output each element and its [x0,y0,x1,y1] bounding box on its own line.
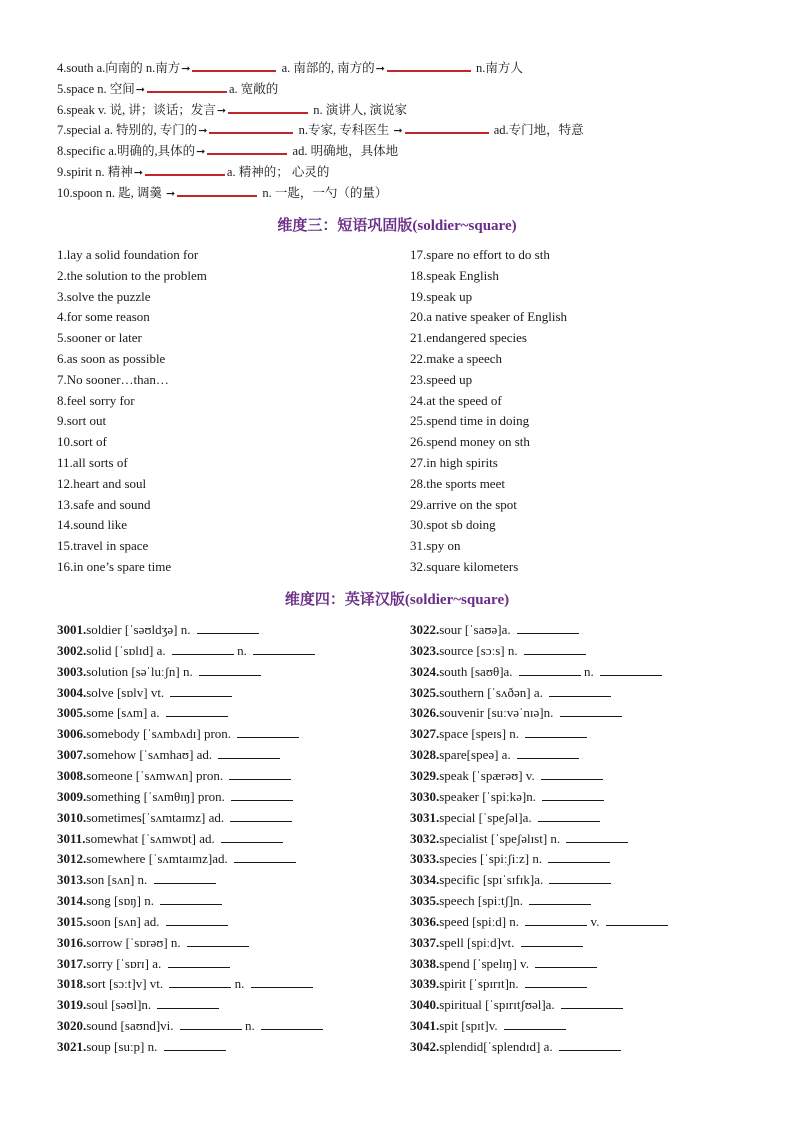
vocab-item [410,664,662,680]
answer-blank[interactable] [538,811,600,822]
word-formation-stem: 4.south a.向南的 n.南方 [57,61,181,75]
vocab-entry: solution [səˈluːʃn] n. [86,663,197,679]
vocab-number: 3027. [410,726,440,742]
vocab-item [410,810,600,826]
vocab-entry: splendid[ˈsplendɪd] a. [439,1039,556,1054]
answer-blank[interactable] [548,852,610,863]
answer-blank[interactable] [549,873,611,884]
phrase-item: 24.at the speed of [410,392,502,408]
vocab-entry: soon [sʌn] ad. [86,913,163,929]
vocab-number: 3010. [57,809,87,825]
phrase-item: 9.sort out [57,413,107,429]
vocab-number: 3022. [410,622,440,637]
phrase-item: 32.square kilometers [410,559,519,574]
answer-blank[interactable] [535,957,597,968]
answer-blank[interactable] [192,62,276,72]
vocab-number: 3015. [57,913,87,929]
word-formation-derivative: a. 精神的； 心灵的 [226,165,330,179]
answer-blank[interactable] [504,1019,566,1030]
vocab-entry: south [saʊθ]a. [439,663,516,679]
vocab-number: 3035. [410,893,440,909]
vocab-number: 3002. [57,642,87,658]
phrase-item: 10.sort of [57,434,107,450]
vocab-entry: souvenir [suːvəˈnɪə]n. [439,705,557,721]
section3-title-range: (soldier~square) [412,218,517,234]
vocab-entry: sort [sɔːt]v] vt. [86,976,167,992]
vocab-item [410,1018,566,1034]
vocab-item [410,789,604,805]
answer-blank[interactable] [157,998,219,1009]
vocab-entry: spiritual [ˈspɪrɪtʃʊəl]a. [439,997,558,1013]
vocab-entry: soldier [ˈsəʊldʒə] n. [86,622,194,637]
vocab-pos: n. [241,1018,259,1034]
vocab-item [57,685,232,701]
vocab-entry: sour [ˈsaʊə]a. [439,622,514,637]
answer-blank[interactable] [600,665,662,676]
vocab-number: 3033. [410,851,440,867]
answer-blank[interactable] [231,790,293,801]
vocab-entry: somewhere [ˈsʌmtaɪmz]ad. [86,851,232,867]
word-formation-derivative: a. 南部的, 南方的 [278,61,375,75]
phrase-item: 31.spy on [410,538,461,554]
phrase-item: 12.heart and soul [57,475,147,491]
vocab-number: 3016. [57,934,87,950]
word-formation-derivative: a. 宽敞的 [228,81,279,96]
vocab-item [410,768,603,784]
answer-blank[interactable] [237,727,299,738]
word-formation-derivative: n. 一匙，一勺（的量） [259,185,388,200]
phrase-item: 21.endangered species [410,330,527,346]
answer-blank[interactable] [521,936,583,947]
arrow-icon: ➞ [393,124,403,138]
vocab-entry: spirit [ˈspɪrɪt]n. [439,976,522,992]
word-formation-derivative: n.南方人 [472,61,523,75]
vocab-entry: spend [ˈspelɪŋ] v. [439,955,533,971]
vocab-item [410,685,611,701]
answer-blank[interactable] [169,977,231,988]
vocab-entry: solve [sɒlv] vt. [86,684,168,700]
answer-blank[interactable] [164,1040,226,1051]
vocab-number: 3031. [410,809,440,825]
section4-title-range: (soldier~square) [404,592,510,608]
word-formation-stem: 9.spirit n. 精神 [57,165,133,179]
vocab-item [57,935,249,951]
vocab-entry: sorrow [ˈsɒrəʊ] n. [86,934,184,950]
vocab-entry: spell [spiːd]vt. [439,934,518,950]
vocab-entry: speed [spiːd] n. [439,913,523,929]
phrase-item: 6.as soon as possible [57,351,166,366]
vocab-item [57,768,291,784]
answer-blank[interactable] [209,124,293,134]
vocab-entry: sound [saʊnd]vi. [86,1018,177,1034]
vocab-item [410,872,611,888]
vocab-number: 3013. [57,872,87,888]
vocab-entry: speaker [ˈspiːkə]n. [439,788,540,804]
vocab-item [57,664,261,680]
arrow-icon: ➞ [135,82,145,96]
vocab-entry: sometimes[ˈsʌmtaɪmz] ad. [86,809,228,825]
word-formation-derivative: n.专家, 专科医生 [295,123,393,138]
answer-blank[interactable] [166,706,228,717]
vocab-item [57,705,228,721]
vocab-entry: species [ˈspiːʃiːz] n. [439,851,546,867]
answer-blank[interactable] [405,124,489,134]
arrow-icon: ➞ [166,186,176,200]
vocab-entry: spit [spɪt]v. [439,1018,501,1034]
vocab-number: 3040. [410,997,440,1013]
word-formation-derivative: ad.专门地，特意 [490,123,584,138]
answer-blank[interactable] [387,62,471,72]
answer-blank[interactable] [524,644,586,655]
vocab-entry: source [sɔːs] n. [439,642,521,658]
answer-blank[interactable] [519,665,581,676]
word-formation-line [57,143,757,160]
vocab-item [410,622,579,638]
vocab-number: 3037. [410,934,440,950]
vocab-entry: specialist [ˈspeʃəlɪst] n. [439,830,564,846]
phrase-item: 27.in high spirits [410,455,498,470]
phrase-item: 23.speed up [410,371,473,387]
answer-blank[interactable] [525,727,587,738]
vocab-item [57,747,280,763]
answer-blank[interactable] [187,936,249,947]
word-formation-line [57,122,757,139]
vocab-item [410,956,597,972]
vocab-number: 3021. [57,1039,87,1054]
phrase-item: 4.for some reason [57,309,150,325]
phrase-item: 3.solve the puzzle [57,288,151,304]
vocab-item [57,622,259,638]
answer-blank[interactable] [517,623,579,634]
vocab-number: 3014. [57,893,87,909]
vocab-item [57,789,293,805]
vocab-number: 3042. [410,1039,440,1054]
answer-blank[interactable] [229,769,291,780]
phrase-item: 2.the solution to the problem [57,267,207,283]
answer-blank[interactable] [525,915,587,926]
phrase-item: 22.make a speech [410,351,503,366]
phrase-item: 8.feel sorry for [57,392,135,408]
vocab-pos: n. [233,642,251,658]
answer-blank[interactable] [197,623,259,634]
vocab-entry: soup [suːp] n. [86,1039,161,1054]
answer-blank[interactable] [170,686,232,697]
vocab-item [57,1018,323,1034]
vocab-number: 3008. [57,767,87,783]
answer-blank[interactable] [147,83,227,93]
answer-blank[interactable] [542,790,604,801]
vocab-number: 3029. [410,767,440,783]
arrow-icon: ➞ [133,166,143,179]
answer-blank[interactable] [218,748,280,759]
phrase-item: 1.lay a solid foundation for [57,247,199,262]
vocab-item [57,726,299,742]
vocab-item [57,893,222,909]
word-formation-line [57,81,757,98]
vocab-number: 3036. [410,913,440,929]
vocab-number: 3041. [410,1018,440,1034]
vocab-entry: somebody [ˈsʌmbʌdɪ] pron. [86,726,235,742]
vocab-pos: v. [587,913,603,929]
vocab-item [410,893,591,909]
answer-blank[interactable] [561,998,623,1009]
vocab-entry: sorry [ˈsɒrɪ] a. [86,955,165,971]
vocab-item [410,726,587,742]
vocab-item [410,914,668,930]
phrase-item: 29.arrive on the spot [410,496,517,512]
vocab-number: 3028. [410,747,440,763]
vocab-entry: special [ˈspeʃəl]a. [439,809,535,825]
word-formation-stem: 5.space n. 空间 [57,81,135,96]
answer-blank[interactable] [549,686,611,697]
vocab-item [410,997,623,1013]
phrase-item: 15.travel in space [57,538,149,554]
arrow-icon: ➞ [375,62,385,75]
phrase-item: 25.spend time in doing [410,413,530,429]
vocab-entry: speech [spiːtʃ]n. [439,893,527,909]
vocab-entry: something [ˈsʌmθɪŋ] pron. [86,788,229,804]
vocab-number: 3025. [410,684,440,700]
word-formation-stem: 10.spoon n. 匙, 调羹 [57,185,165,200]
vocab-item [57,956,230,972]
phrase-item: 5.sooner or later [57,330,142,346]
vocab-entry: someone [ˈsʌmwʌn] pron. [86,767,227,783]
section4-title [0,588,794,609]
answer-blank[interactable] [230,811,292,822]
phrase-item: 17.spare no effort to do sth [410,247,550,262]
phrase-item: 11.all sorts of [57,455,128,470]
answer-blank[interactable] [207,145,287,155]
vocab-item [57,831,283,847]
phrase-item: 28.the sports meet [410,475,505,491]
answer-blank[interactable] [261,1019,323,1030]
vocab-pos: n. [231,976,248,992]
vocab-number: 3023. [410,642,440,658]
vocab-entry: space [speɪs] n. [439,726,523,742]
word-formation-line [57,185,757,202]
vocab-item [410,643,586,659]
vocab-number: 3006. [57,726,87,742]
answer-blank[interactable] [253,644,315,655]
vocab-entry: speak [ˈspærəʊ] v. [439,767,538,783]
vocab-number: 3001. [57,622,87,637]
vocab-number: 3018. [57,976,87,992]
vocab-item [57,997,219,1013]
phrase-item: 30.spot sb doing [410,517,496,533]
answer-blank[interactable] [529,894,591,905]
answer-blank[interactable] [180,1019,242,1030]
vocab-number: 3012. [57,851,87,867]
vocab-entry: somehow [ˈsʌmhaʊ] ad. [86,747,216,763]
arrow-icon: ➞ [181,62,191,75]
vocab-entry: soul [səʊl]n. [86,997,155,1013]
vocab-number: 3019. [57,997,87,1013]
arrow-icon: ➞ [196,145,206,159]
vocab-entry: somewhat [ˈsʌmwɒt] ad. [85,830,218,846]
vocab-item [57,643,315,659]
answer-blank[interactable] [221,832,283,843]
phrase-item: 26.spend money on sth [410,434,530,450]
word-formation-derivative: n. 演讲人, 演说家 [310,102,408,117]
vocab-number: 3020. [57,1018,87,1034]
answer-blank[interactable] [234,852,296,863]
vocab-entry: son [sʌn] n. [86,872,151,888]
vocab-item [57,914,228,930]
vocab-item [410,705,622,721]
answer-blank[interactable] [228,104,308,114]
vocab-item [410,851,610,867]
vocab-item [57,851,296,867]
section3-title [0,214,794,235]
vocab-number: 3017. [57,955,87,971]
word-formation-stem: 6.speak v. 说, 讲；谈话；发言 [57,102,216,117]
vocab-entry: solid [ˈsɒlɪd] a. [86,642,169,658]
answer-blank[interactable] [559,1040,621,1051]
vocab-item [410,935,583,951]
arrow-icon: ➞ [198,124,208,138]
phrase-item: 16.in one’s spare time [57,559,172,574]
section4-title-text: 维度四：英译汉版 [284,590,405,608]
answer-blank[interactable] [606,915,668,926]
vocab-entry: specific [spɪˈsɪfɪk]a. [439,872,547,888]
vocab-number: 3003. [57,663,87,679]
answer-blank[interactable] [145,166,225,176]
vocab-number: 3009. [57,788,87,804]
vocab-number: 3024. [410,663,440,679]
answer-blank[interactable] [541,769,603,780]
vocab-number: 3034. [410,872,440,888]
word-formation-line [57,164,757,181]
answer-blank[interactable] [560,706,622,717]
word-formation-line [57,60,757,77]
answer-blank[interactable] [154,873,216,884]
vocab-pos: n. [580,663,598,679]
answer-blank[interactable] [177,187,257,197]
vocab-item [57,976,313,992]
answer-blank[interactable] [517,748,579,759]
vocab-number: 3004. [57,684,87,700]
vocab-item [410,1039,621,1055]
phrase-item: 19.speak up [410,288,473,304]
phrase-item: 18.speak English [410,267,499,283]
vocab-item [410,976,587,992]
answer-blank[interactable] [168,957,230,968]
answer-blank[interactable] [160,894,222,905]
answer-blank[interactable] [166,915,228,926]
vocab-item [57,872,216,888]
vocab-item [410,747,579,763]
phrase-item: 7.No sooner…than… [57,371,169,387]
vocab-item [57,1039,226,1055]
answer-blank[interactable] [251,977,313,988]
vocab-entry: some [sʌm] a. [86,705,163,721]
answer-blank[interactable] [199,665,261,676]
phrase-item: 14.sound like [57,517,128,533]
vocab-entry: southern [ˈsʌðən] a. [439,684,547,700]
vocab-number: 3032. [410,830,440,846]
vocab-number: 3005. [57,705,87,721]
phrase-item: 20.a native speaker of English [410,309,568,325]
vocab-item [410,831,628,847]
vocab-number: 3039. [410,976,440,992]
vocab-item [57,810,292,826]
vocab-number: 3030. [410,788,440,804]
word-formation-derivative: ad. 明确地，具体地 [289,144,399,159]
answer-blank[interactable] [172,644,234,655]
answer-blank[interactable] [566,832,628,843]
vocab-number: 3011. [57,830,86,846]
vocab-number: 3007. [57,747,87,763]
answer-blank[interactable] [525,977,587,988]
vocab-number: 3026. [410,705,440,721]
section3-title-text: 维度三：短语巩固版 [277,216,413,234]
vocab-entry: spare[speə] a. [439,747,514,763]
phrase-item: 13.safe and sound [57,496,151,512]
arrow-icon: ➞ [216,103,227,117]
vocab-entry: song [sɒŋ] n. [86,893,158,909]
word-formation-stem: 7.special a. 特别的, 专门的 [57,123,198,138]
vocab-number: 3038. [410,955,440,971]
word-formation-stem: 8.specific a.明确的,具体的 [57,144,196,159]
word-formation-line [57,102,757,119]
